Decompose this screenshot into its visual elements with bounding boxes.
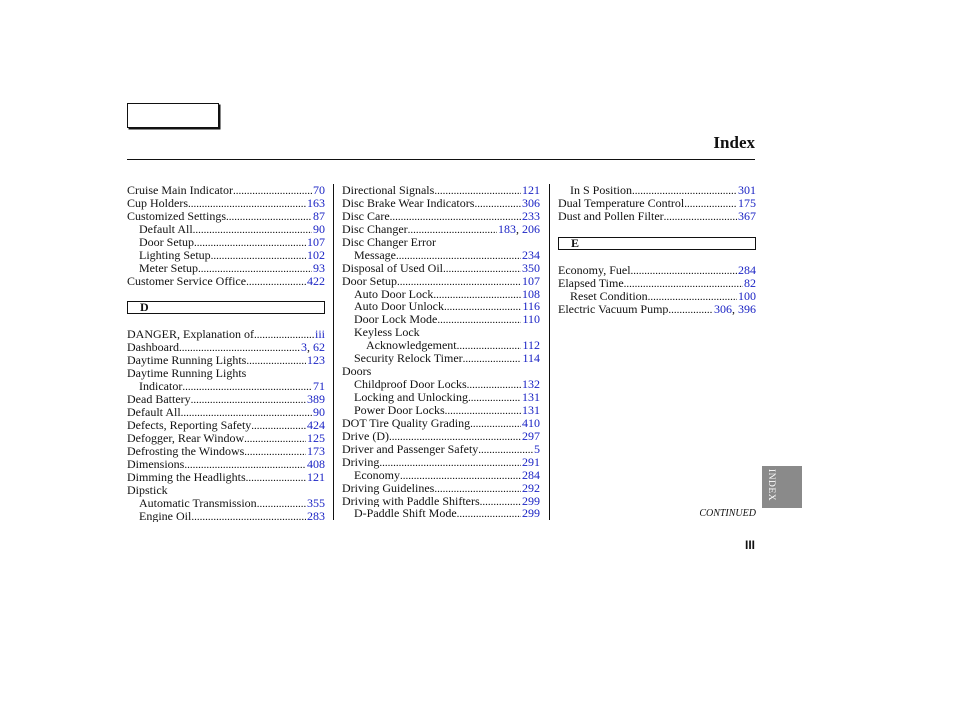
page-link[interactable]: 131: [522, 403, 540, 417]
index-entry: [342, 507, 540, 520]
page-number: III: [744, 538, 755, 552]
leader-dots: [408, 223, 497, 236]
leader-dots: [233, 184, 312, 197]
leader-dots: [467, 378, 521, 391]
page-refs: [737, 210, 756, 223]
leader-dots: [193, 223, 312, 236]
page-link[interactable]: 107: [522, 274, 540, 288]
index-entry: [127, 497, 325, 510]
page-refs: [737, 184, 756, 197]
entry-label: Dimming the Headlights: [127, 470, 246, 484]
page-refs: [306, 354, 325, 367]
page-link[interactable]: 410: [522, 416, 540, 430]
spacer: [558, 223, 756, 236]
page-link[interactable]: 389: [307, 393, 325, 406]
index-entry: [127, 432, 325, 445]
entry-label: Cruise Main Indicator: [127, 184, 233, 197]
page-link[interactable]: 132: [522, 378, 540, 391]
page-link[interactable]: 234: [522, 248, 540, 262]
page-refs: [521, 352, 540, 365]
leader-dots: [668, 303, 713, 316]
index-column-1: [127, 184, 325, 522]
index-entry: [342, 365, 540, 378]
entry-label: Economy, Fuel: [558, 263, 631, 277]
entry-label: Customer Service Office: [127, 274, 247, 288]
leader-dots: [434, 482, 521, 495]
entry-label: Doors: [342, 365, 372, 379]
page-title: Index: [713, 133, 755, 152]
leader-dots: [457, 339, 522, 352]
page-link[interactable]: 306: [522, 196, 540, 210]
page-link[interactable]: 175: [738, 196, 756, 210]
page-link[interactable]: iii: [314, 328, 325, 342]
page-refs: [306, 249, 325, 262]
index-tab[interactable]: [762, 466, 802, 508]
page-refs: [521, 339, 540, 352]
page-refs: [306, 497, 325, 510]
page-refs: [521, 184, 540, 197]
entry-label: Dual Temperature Control: [558, 196, 685, 210]
leader-dots: [257, 497, 306, 510]
page-refs: [312, 184, 325, 197]
entry-label: Daytime Running Lights: [127, 367, 247, 381]
index-entry: [127, 510, 325, 523]
index-entry: [558, 264, 756, 277]
entry-label: Electric Vacuum Pump: [558, 302, 669, 316]
index-entry: [558, 210, 756, 223]
page-refs: [521, 288, 540, 301]
leader-dots: [246, 354, 306, 367]
leader-dots: [188, 197, 306, 210]
entry-label: Daytime Running Lights: [127, 354, 247, 368]
leader-dots: [478, 443, 533, 456]
leader-dots: [191, 510, 306, 523]
leader-dots: [463, 352, 522, 365]
leader-dots: [226, 210, 312, 223]
entry-label: Auto Door Lock: [354, 287, 434, 301]
leader-dots: [246, 471, 306, 484]
leader-dots: [631, 264, 737, 277]
page-link[interactable]: 297: [522, 429, 540, 443]
index-entry: [342, 378, 540, 391]
entry-label: Door Lock Mode: [354, 313, 438, 327]
entry-label: DANGER, Explanation of: [127, 328, 254, 342]
leader-dots: [379, 456, 521, 469]
page-link[interactable]: 396: [738, 302, 756, 316]
index-entry: [342, 417, 540, 430]
entry-label: Default All: [127, 406, 181, 419]
page-refs: [521, 249, 540, 262]
page-link[interactable]: 87: [313, 209, 325, 223]
page-refs: [521, 313, 540, 326]
page-refs: [737, 197, 756, 210]
leader-dots: [244, 432, 306, 445]
page-refs: [306, 419, 325, 432]
page-link[interactable]: 110: [522, 313, 540, 327]
page-link[interactable]: 233: [522, 209, 540, 223]
index-entry: [127, 354, 325, 367]
index-entry: [127, 367, 325, 380]
leader-dots: [182, 380, 312, 393]
page-refs: [521, 262, 540, 275]
entry-label: Auto Door Unlock: [354, 300, 444, 314]
index-entry: [127, 249, 325, 262]
page-refs: [312, 262, 325, 275]
entry-label: Defogger, Rear Window: [127, 431, 245, 445]
page-refs: [521, 495, 540, 508]
page-refs: [306, 510, 325, 523]
leader-dots: [184, 458, 306, 471]
page-refs: [521, 417, 540, 430]
page-link[interactable]: 125: [307, 431, 325, 445]
leader-dots: [470, 417, 521, 430]
index-entry: [342, 443, 540, 456]
leader-dots: [251, 419, 306, 432]
index-column-3: [558, 184, 756, 315]
leader-dots: [474, 197, 521, 210]
index-entry: [342, 352, 540, 365]
page-link[interactable]: 284: [738, 263, 756, 277]
index-column-2: [342, 184, 540, 520]
page-refs: [312, 380, 325, 393]
leader-dots: [480, 495, 521, 508]
page-link[interactable]: 82: [744, 276, 756, 290]
page-refs: [306, 236, 325, 249]
index-entry: [127, 393, 325, 406]
page-link[interactable]: 173: [307, 444, 325, 458]
entry-label: Meter Setup: [139, 261, 198, 275]
leader-dots: [244, 445, 306, 458]
entry-label: Defects, Reporting Safety: [127, 418, 252, 432]
page-link[interactable]: 116: [522, 300, 540, 314]
entry-label: Reset Condition: [570, 289, 648, 303]
spacer: [127, 315, 325, 328]
index-entry: [127, 406, 325, 419]
index-entry: [127, 458, 325, 471]
entry-label: Disposal of Used Oil: [342, 261, 443, 275]
page-refs: [497, 223, 540, 236]
leader-dots: [181, 406, 312, 419]
page-link[interactable]: 299: [522, 494, 540, 508]
leader-dots: [396, 249, 521, 262]
page-link[interactable]: 292: [522, 481, 540, 495]
section-header: D: [127, 301, 325, 314]
entry-label: D-Paddle Shift Mode: [354, 507, 457, 521]
page-link[interactable]: 408: [307, 457, 325, 471]
page-link[interactable]: 62: [313, 341, 325, 355]
index-entry: [127, 471, 325, 484]
entry-label: Door Setup: [139, 235, 194, 249]
index-entry: [342, 249, 540, 262]
page-link[interactable]: 71: [313, 380, 325, 394]
index-entry: [342, 339, 540, 352]
page-link[interactable]: 107: [307, 235, 325, 249]
page-link[interactable]: 93: [313, 261, 325, 275]
index-entry: [342, 184, 540, 197]
entry-label: Disc Changer Error: [342, 235, 436, 249]
page-link[interactable]: 70: [313, 184, 325, 197]
page-link[interactable]: 90: [313, 222, 325, 236]
index-entry: [342, 495, 540, 508]
page-link[interactable]: 350: [522, 261, 540, 275]
entry-label: Engine Oil: [139, 509, 192, 523]
page-refs: [306, 275, 325, 288]
index-entry: [342, 197, 540, 210]
page-refs: [521, 469, 540, 482]
page-link[interactable]: 100: [738, 289, 756, 303]
entry-label: Disc Care: [342, 209, 390, 223]
leader-dots: [211, 249, 306, 262]
page-refs: [533, 443, 540, 456]
continued-label: CONTINUED: [699, 508, 756, 519]
index-entry: [342, 326, 540, 339]
leader-dots: [624, 277, 743, 290]
entry-label: Disc Changer: [342, 222, 408, 236]
entry-label: Locking and Unlocking: [354, 391, 468, 404]
leader-dots: [443, 262, 521, 275]
entry-label: Childproof Door Locks: [354, 378, 467, 391]
entry-label: Driving: [342, 455, 380, 469]
page-link[interactable]: 424: [307, 418, 325, 432]
index-entry: [342, 288, 540, 301]
index-entry: [342, 223, 540, 236]
entry-label: Dipstick: [127, 483, 168, 497]
section-header: E: [558, 237, 756, 250]
page-separator: ,: [516, 222, 522, 236]
index-entry: [342, 456, 540, 469]
leader-dots: [400, 469, 521, 482]
page-refs: [521, 197, 540, 210]
page-refs: [312, 406, 325, 419]
index-entry: [342, 404, 540, 417]
nav-box: [127, 103, 219, 128]
entry-label: Security Relock Timer: [354, 352, 463, 366]
entry-label: Customized Settings: [127, 209, 226, 223]
index-entry: [127, 341, 325, 354]
index-entry: [558, 277, 756, 290]
entry-label: Driving Guidelines: [342, 481, 435, 495]
spacer: [127, 288, 325, 301]
entry-label: Automatic Transmission: [139, 496, 257, 510]
index-entry: [127, 484, 325, 497]
page-link[interactable]: 367: [738, 209, 756, 223]
header-rule: [127, 159, 755, 160]
page-link[interactable]: 283: [307, 509, 325, 523]
page-refs: [521, 456, 540, 469]
entry-label: Economy: [354, 468, 400, 482]
entry-label: Dimensions: [127, 457, 185, 471]
page-refs: [306, 432, 325, 445]
index-entry: [127, 210, 325, 223]
leader-dots: [434, 184, 521, 197]
leader-dots: [684, 197, 737, 210]
index-entry: [558, 290, 756, 303]
page-refs: [306, 197, 325, 210]
page-link[interactable]: 121: [307, 470, 325, 484]
page-refs: [300, 341, 325, 354]
index-entry: [127, 184, 325, 197]
page-link[interactable]: 3: [301, 341, 307, 355]
index-entry: [127, 275, 325, 288]
index-entry: [342, 430, 540, 443]
index-tab-label: INDEX: [766, 469, 776, 502]
leader-dots: [254, 328, 314, 341]
entry-label: Acknowledgement: [366, 339, 457, 353]
entry-label: Driver and Passenger Safety: [342, 442, 479, 456]
leader-dots: [389, 430, 521, 443]
page-refs: [306, 458, 325, 471]
leader-dots: [397, 275, 521, 288]
page-link[interactable]: 291: [522, 455, 540, 469]
page-refs: [743, 277, 756, 290]
index-entry: [342, 391, 540, 404]
index-entry: [127, 419, 325, 432]
entry-label: Dust and Pollen Filter: [558, 209, 664, 223]
column-divider: [549, 184, 550, 520]
index-entry: [342, 469, 540, 482]
page-refs: [306, 471, 325, 484]
leader-dots: [457, 507, 521, 520]
index-entry: [127, 328, 325, 341]
entry-label: Dead Battery: [127, 393, 191, 406]
page-link[interactable]: 301: [738, 184, 756, 197]
index-entry: [127, 380, 325, 393]
entry-label: Driving with Paddle Shifters: [342, 494, 480, 508]
index-entry: [127, 197, 325, 210]
page-link[interactable]: 355: [307, 496, 325, 510]
page-refs: [521, 210, 540, 223]
page-link[interactable]: 163: [307, 196, 325, 210]
leader-dots: [246, 275, 306, 288]
leader-dots: [198, 262, 312, 275]
index-entry: [127, 223, 325, 236]
page-refs: [312, 210, 325, 223]
leader-dots: [445, 404, 521, 417]
spacer: [558, 251, 756, 264]
index-entry: [558, 184, 756, 197]
entry-label: Indicator: [139, 380, 183, 394]
index-entry: [342, 275, 540, 288]
page-link[interactable]: 114: [522, 352, 540, 366]
page-link[interactable]: 121: [522, 184, 540, 197]
entry-label: Defrosting the Windows: [127, 444, 245, 458]
entry-label: Elapsed Time: [558, 276, 624, 290]
page-refs: [521, 391, 540, 404]
page-link[interactable]: 131: [522, 391, 540, 404]
entry-label: Disc Brake Wear Indicators: [342, 196, 475, 210]
leader-dots: [437, 313, 521, 326]
page-separator: ,: [732, 302, 738, 316]
leader-dots: [390, 210, 521, 223]
page-link[interactable]: 108: [522, 287, 540, 301]
entry-label: Keyless Lock: [354, 326, 420, 340]
page-refs: [521, 404, 540, 417]
page-link[interactable]: 299: [522, 507, 540, 521]
page-link[interactable]: 206: [522, 222, 540, 236]
page-refs: [306, 445, 325, 458]
page-separator: ,: [307, 341, 313, 355]
entry-label: Drive (D): [342, 429, 389, 443]
page-refs: [521, 430, 540, 443]
page-link[interactable]: 306: [714, 302, 732, 316]
index-entry: [342, 210, 540, 223]
column-divider: [333, 184, 334, 520]
page-refs: [737, 264, 756, 277]
page-link[interactable]: 102: [307, 248, 325, 262]
page-refs: [521, 378, 540, 391]
page-refs: [521, 300, 540, 313]
index-entry: [558, 197, 756, 210]
page-refs: [521, 275, 540, 288]
leader-dots: [632, 184, 737, 197]
page-link[interactable]: 5: [534, 442, 540, 456]
page-link[interactable]: 284: [522, 468, 540, 482]
entry-label: Default All: [139, 222, 193, 236]
page-refs: [306, 393, 325, 406]
page-refs: [521, 507, 540, 520]
page-link[interactable]: 422: [307, 274, 325, 288]
leader-dots: [468, 391, 521, 404]
entry-label: Message: [354, 248, 396, 262]
leader-dots: [179, 341, 300, 354]
page-refs: [737, 290, 756, 303]
index-entry: [127, 445, 325, 458]
page-link[interactable]: 90: [313, 406, 325, 419]
index-entry: [342, 482, 540, 495]
leader-dots: [194, 236, 306, 249]
index-entry: [127, 236, 325, 249]
index-entry: [342, 313, 540, 326]
entry-label: Cup Holders: [127, 196, 188, 210]
leader-dots: [664, 210, 737, 223]
page-refs: [314, 328, 325, 341]
leader-dots: [648, 290, 737, 303]
entry-label: Lighting Setup: [139, 248, 211, 262]
entry-label: Power Door Locks: [354, 403, 445, 417]
entry-label: Dashboard: [127, 341, 179, 355]
page-refs: [713, 303, 756, 316]
entry-label: Door Setup: [342, 274, 397, 288]
index-entry: [342, 236, 540, 249]
page-link[interactable]: 112: [522, 339, 540, 353]
page-link[interactable]: 123: [307, 354, 325, 368]
leader-dots: [444, 300, 521, 313]
index-entry: [342, 262, 540, 275]
index-entry: [342, 300, 540, 313]
index-entry: [558, 303, 756, 316]
entry-label: Directional Signals: [342, 184, 435, 197]
entry-label: DOT Tire Quality Grading: [342, 416, 471, 430]
page-refs: [312, 223, 325, 236]
leader-dots: [433, 288, 521, 301]
entry-label: In S Position: [570, 184, 633, 197]
page-link[interactable]: 183: [498, 222, 516, 236]
index-entry: [127, 262, 325, 275]
page-refs: [521, 482, 540, 495]
leader-dots: [191, 393, 306, 406]
